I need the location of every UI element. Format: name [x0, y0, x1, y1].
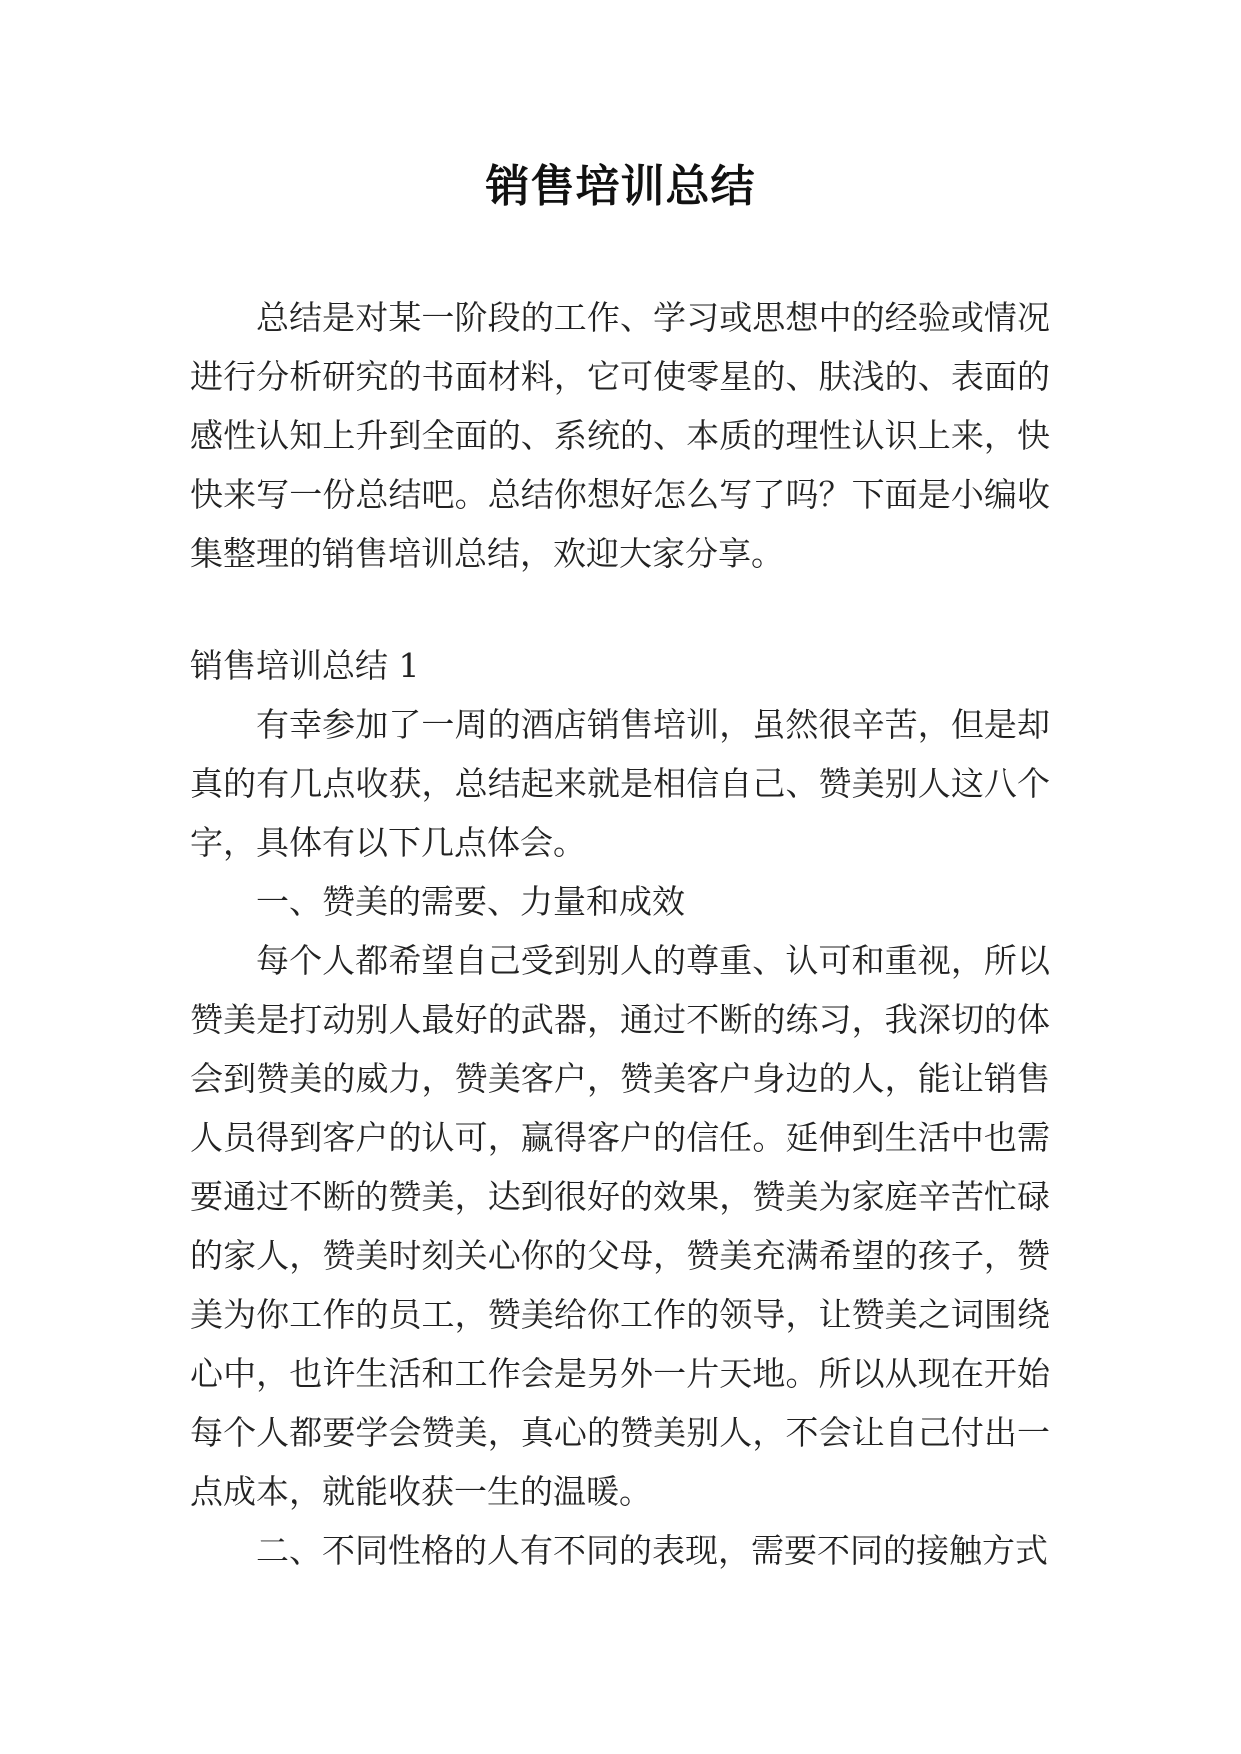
section-1 — [190, 636, 1050, 1580]
subheading: 一、赞美的需要、力量和成效 — [256, 882, 685, 921]
document-title: 销售培训总结 — [485, 161, 756, 212]
intro-paragraph: 总结是对某一阶段的工作、学习或思想中的经验或情况进行分析研究的书面材料，它可使零星的、肤浅的、表面的感性认知上升到全面的、系统的、本质的理性认识上来，快快来写一份总结吧。总结你想好怎么写了吗？下面是小编收集整理的销售培训总结，欢迎大家分享。 — [190, 298, 1050, 573]
section-heading: 销售培训总结 1 — [190, 646, 420, 685]
paragraph: 每个人都希望自己受到别人的尊重、认可和重视，所以赞美是打动别人最好的武器，通过不断的练习，我深切的体会到赞美的威力，赞美客户，赞美客户身边的人，能让销售人员得到客户的认可，赢得客户的信任。延伸到生活中也需要通过不断的赞美，达到很好的效果，赞美为家庭辛苦忙碌的家人，赞美时刻关心你的父母，赞美充满希望的孩子，赞美为你工作的员工，赞美给你工作的领导，让赞美之词围绕心中，也许生活和工作会是另外一片天地。所以从现在开始每个人都要学会赞美，真心的赞美别人，不会让自己付出一点成本，就能收获一生的温暖。 — [190, 941, 1050, 1511]
intro-block — [190, 288, 1050, 583]
subheading: 二、不同性格的人有不同的表现，需要不同的接触方式 — [256, 1531, 1048, 1570]
paragraph: 有幸参加了一周的酒店销售培训，虽然很辛苦，但是却真的有几点收获，总结起来就是相信自己、赞美别人这八个字，具体有以下几点体会。 — [190, 705, 1050, 862]
